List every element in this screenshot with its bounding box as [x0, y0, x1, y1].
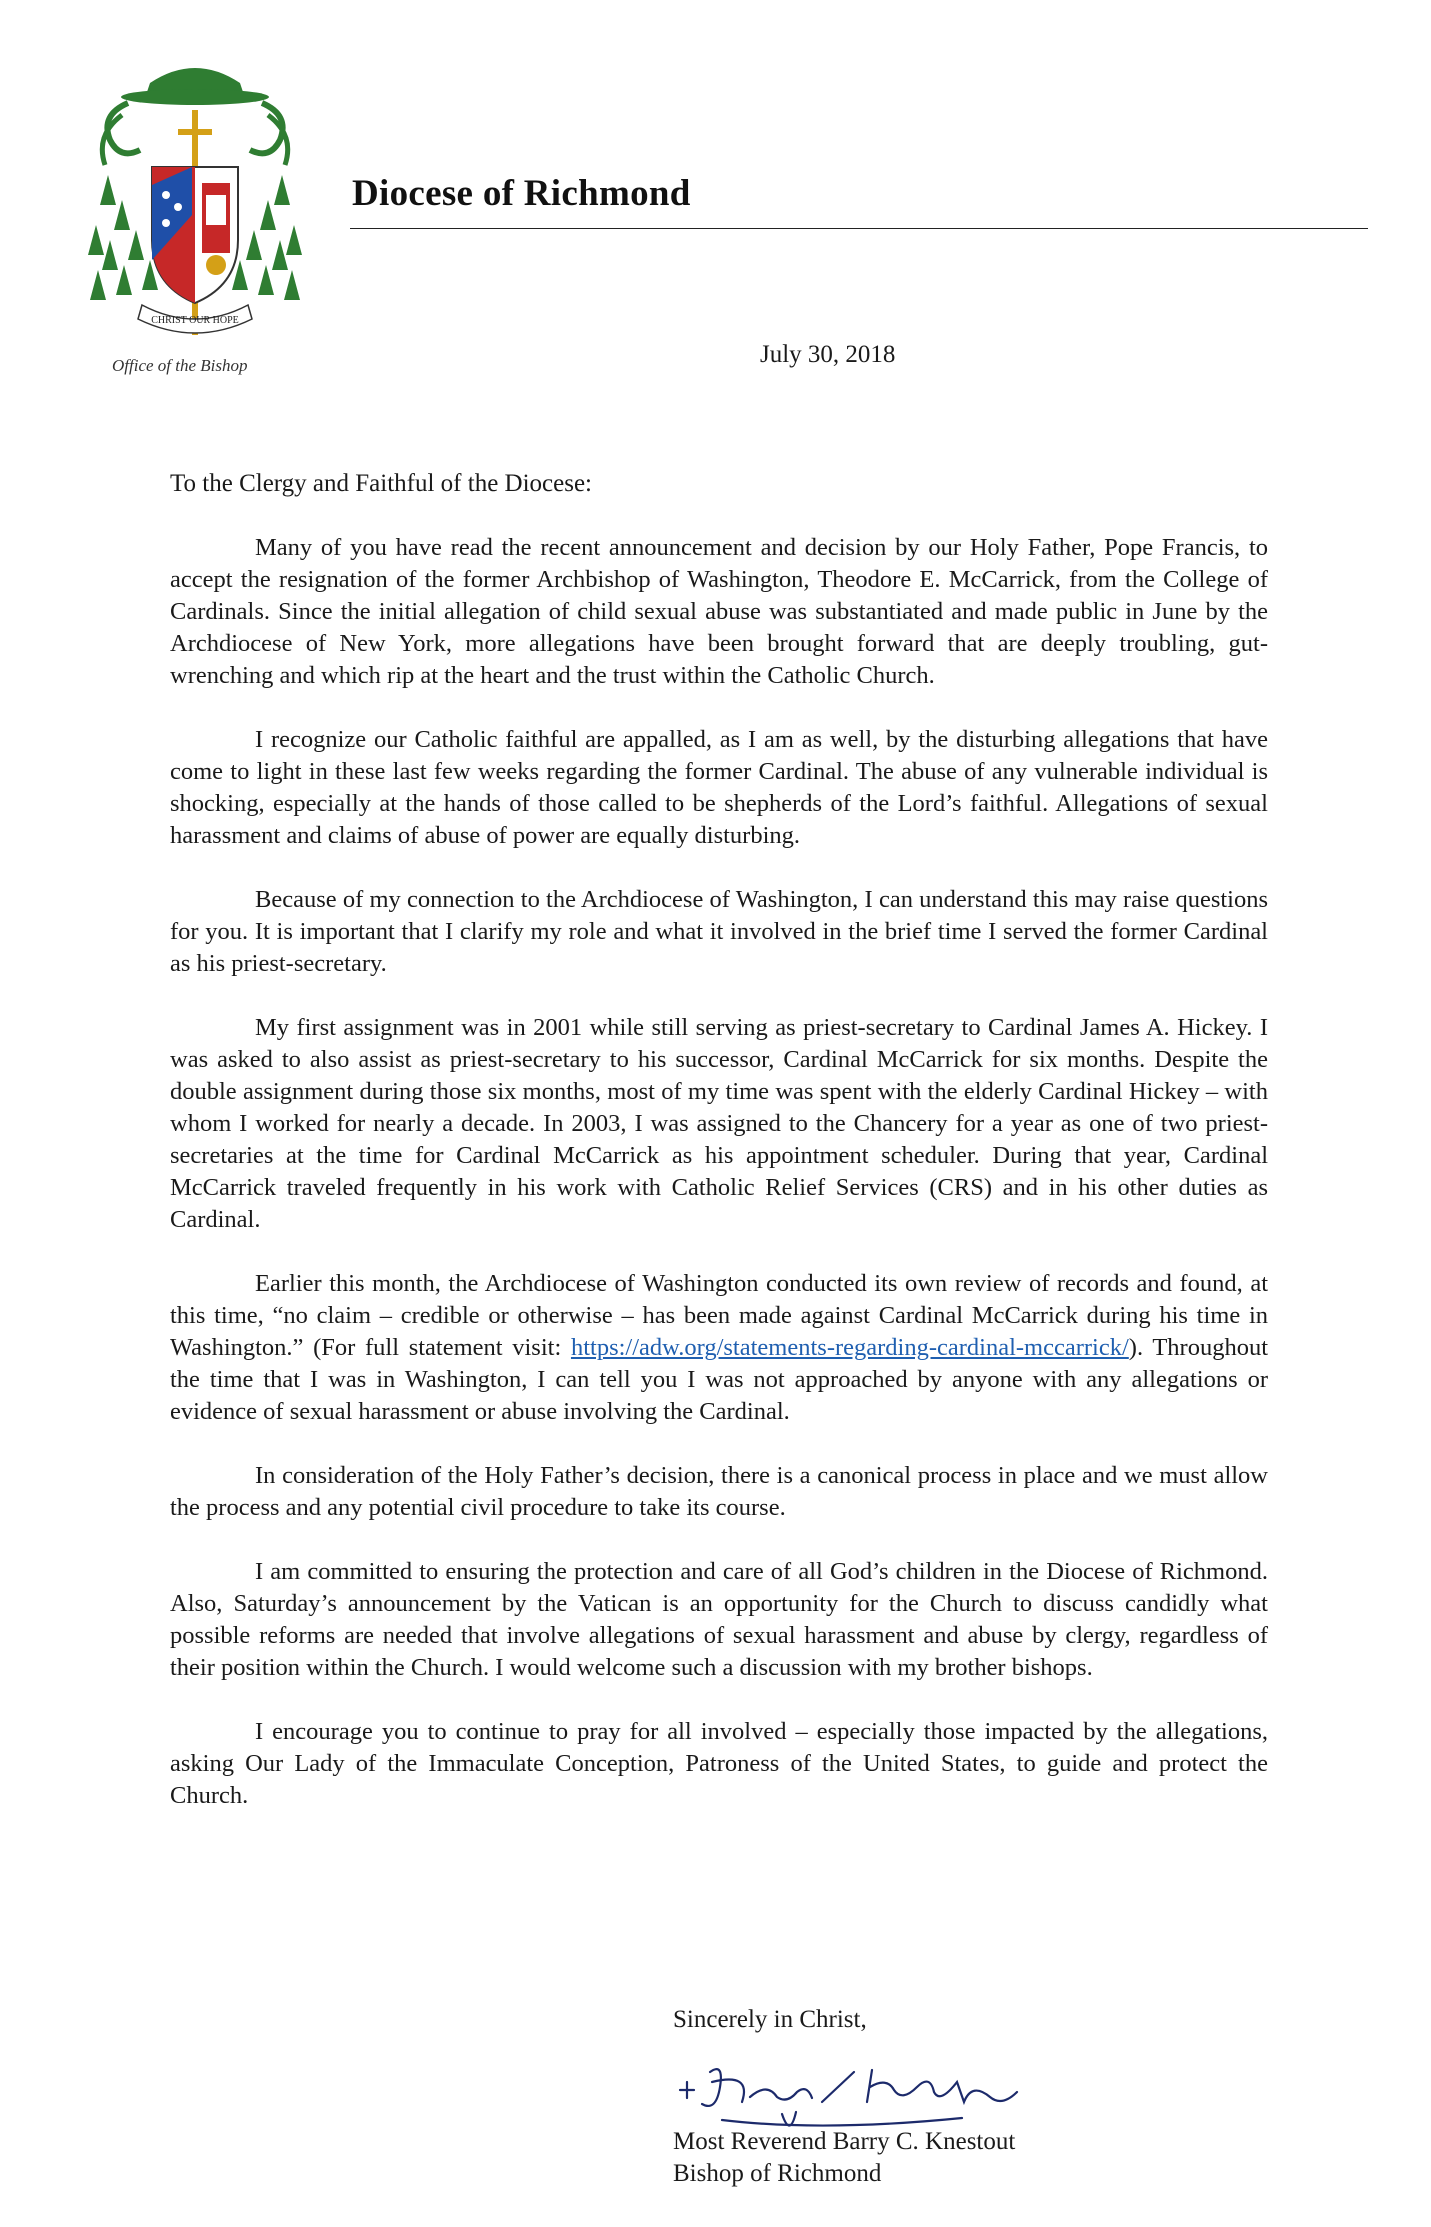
letterhead-divider: [350, 228, 1368, 229]
paragraph-text: Earlier this month, the Archdiocese of Washington conducted its own review of records and found, at this time, “no claim – credible or otherwise – has been made against Cardinal McCarrick during his time in Washington.” (For full statement visit:: [170, 1270, 1268, 1361]
letter-body: [170, 532, 1268, 1844]
paragraph: I recognize our Catholic faithful are appalled, as I am as well, by the disturbing allegations that have come to light in these last few weeks regarding the former Cardinal. The abuse of any vulnerable individual is shocking, especially at the hands of those called to be shepherds of the Lord’s faithful. Allegations of sexual harassment and claims of abuse of power are equally disturbing.: [170, 726, 1268, 849]
salutation: To the Clergy and Faithful of the Diocese:: [170, 470, 592, 497]
paragraph: My first assignment was in 2001 while still serving as priest-secretary to Cardinal James A. Hickey. I was asked to also assist as priest-secretary to his successor, Cardinal McCarrick for six months. Despite the double assignment during those six months, most of my time was spent with the elderly Cardinal Hickey – with whom I worked for nearly a decade. In 2003, I was assigned to the Chancery for a year as one of two priest-secretaries at the time for Cardinal McCarrick as his appointment scheduler. During that year, Cardinal McCarrick traveled frequently in his work with Catholic Relief Services (CRS) and in his other duties as Cardinal.: [170, 1014, 1268, 1233]
signer-name: Most Reverend Barry C. Knestout: [673, 2128, 1016, 2155]
letter-date: July 30, 2018: [760, 341, 896, 368]
signer-title: Bishop of Richmond: [673, 2160, 882, 2187]
paragraph-with-link: [170, 1268, 1268, 1428]
paragraph: I encourage you to continue to pray for all involved – especially those impacted by the allegations, asking Our Lady of the Immaculate Conception, Patroness of the United States, to guide and protect the Church.: [170, 1718, 1268, 1809]
paragraph: Many of you have read the recent announcement and decision by our Holy Father, Pope Francis, to accept the resignation of the former Archbishop of Washington, Theodore E. McCarrick, from the College of Cardinals. Since the initial allegation of child sexual abuse was substantiated and made public in June by the Archdiocese of New York, more allegations have been brought forward that are deeply troubling, gut-wrenching and which rip at the heart and the trust within the Catholic Church.: [170, 534, 1268, 689]
paragraph-text: ). Throughout the time that I was in Washington, I can tell you I was not approached by anyone with any allegations or evidence of sexual harassment or abuse involving the Cardinal.: [170, 1334, 1268, 1425]
statement-link[interactable]: https://adw.org/statements-regarding-cardinal-mccarrick/: [570, 1334, 1129, 1361]
crest-motto: CHRIST OUR HOPE: [151, 315, 239, 326]
letterhead-title: Diocese of Richmond: [352, 173, 691, 214]
paragraph: In consideration of the Holy Father’s decision, there is a canonical process in place and we must allow the process and any potential civil procedure to take its course.: [170, 1462, 1268, 1521]
coat-of-arms-icon: [80, 55, 310, 355]
office-of-the-bishop: Office of the Bishop: [112, 356, 248, 375]
paragraph: I am committed to ensuring the protection and care of all God’s children in the Diocese of Richmond. Also, Saturday’s announcement by the Vatican is an opportunity for the Church to discuss candidly what possible reforms are needed that involve allegations of sexual harassment and abuse by clergy, regardless of their position within the Church. I would welcome such a discussion with my brother bishops.: [170, 1558, 1268, 1681]
handwritten-signature: [672, 2042, 1032, 2142]
closing: Sincerely in Christ,: [673, 2006, 867, 2033]
paragraph: Because of my connection to the Archdiocese of Washington, I can understand this may raise questions for you. It is important that I clarify my role and what it involved in the brief time I served the former Cardinal as his priest-secretary.: [170, 886, 1268, 977]
